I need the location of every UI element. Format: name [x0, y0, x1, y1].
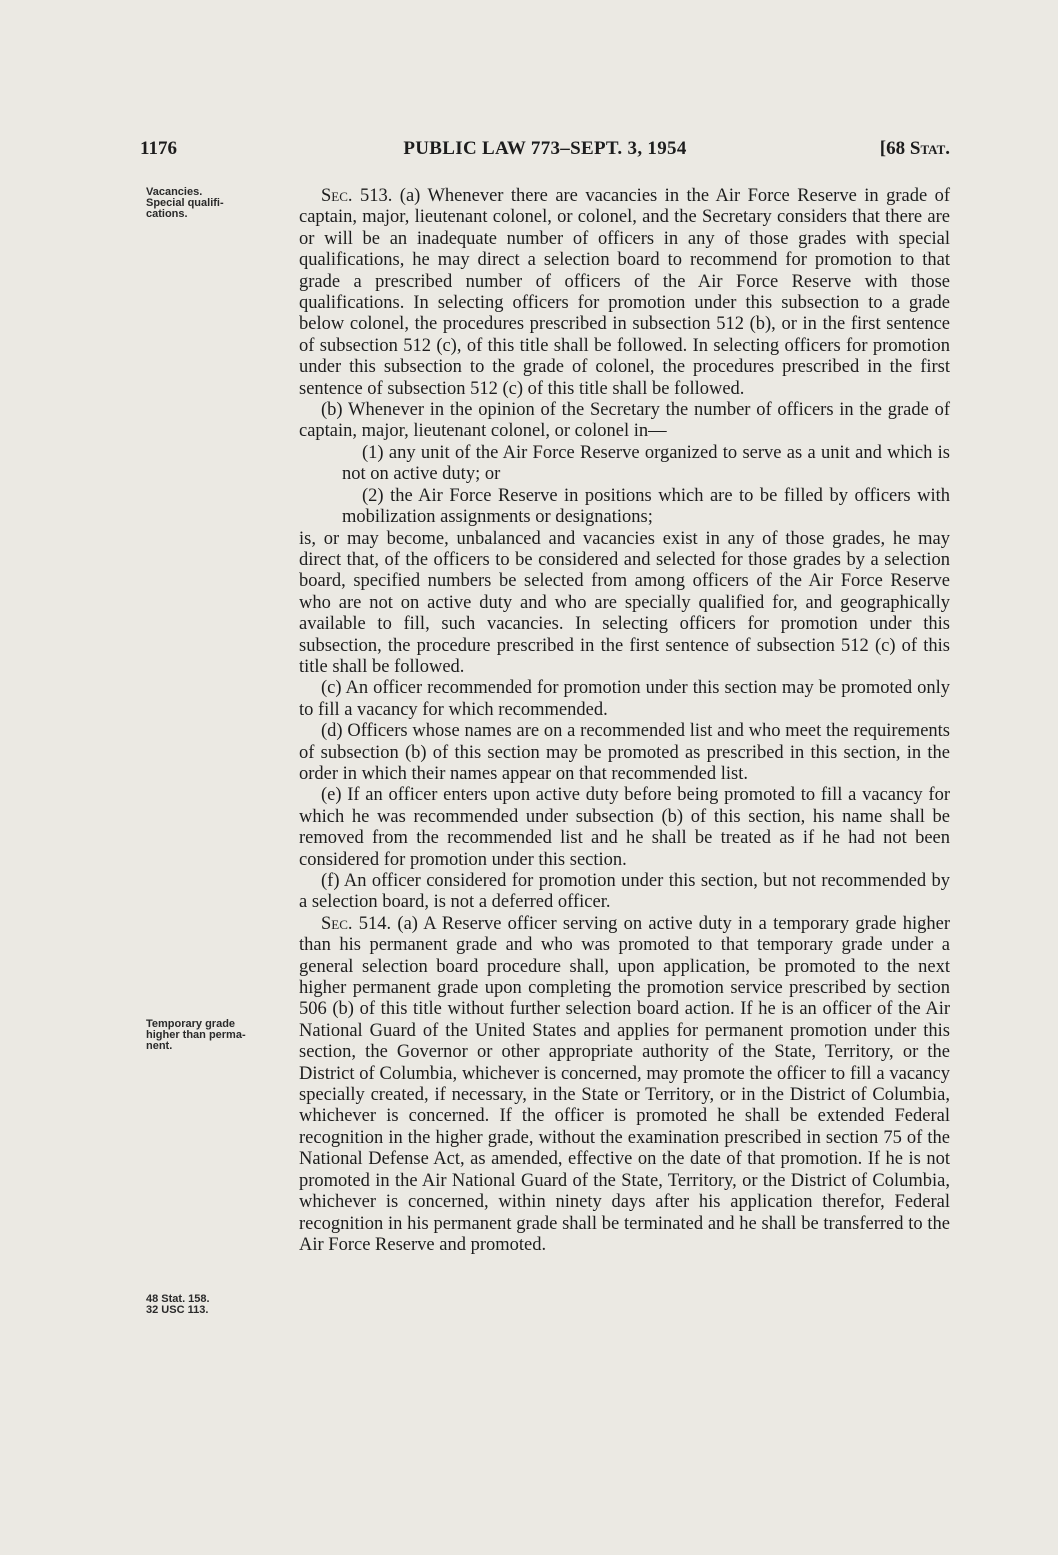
paragraph-sec-513-b-cont: is, or may become, unbalanced and vacancies exist in any of those grades, he may direct that, of the officers to be considered and selected for those grades by a selection board, specified numbers be selected from among officers of the Air Force Reserve who are not on active duty and who are specially qualified for, and geographically available to fill, such vacancies. In selecting officers for promotion under this subsection, the procedure prescribed in the first sentence of subsection 512 (c) of this title shall be followed. — [299, 528, 950, 677]
margin-note-temporary-grade: Temporary grade higher than perma- nent. — [146, 1018, 246, 1052]
page-header — [140, 138, 950, 162]
paragraph-sec-513-b: (b) Whenever in the opinion of the Secretary the number of officers in the grade of captain, major, lieutenant colonel, or colonel in— — [299, 400, 950, 442]
paragraph-sec-513-c: (c) An officer recommended for promotion under this section may be promoted only to fill a vacancy for which recommended. — [299, 678, 950, 720]
margin-note-vacancies: Vacancies. Special qualifi- cations. — [146, 186, 224, 220]
section-label: Sec. — [321, 186, 353, 206]
paragraph-sec-513-e: (e) If an officer enters upon active duty before being promoted to fill a vacancy for which he was recommended under subsection (b) of this section, his name shall be removed from the recommended list and he shall be treated as if he had not been considered for promotion under this section. — [299, 785, 950, 870]
paragraph-sec-513-b-1: (1) any unit of the Air Force Reserve organized to serve as a unit and which is not on active duty; or — [342, 442, 950, 485]
running-title: PUBLIC LAW 773–SEPT. 3, 1954 — [403, 138, 687, 159]
paragraph-sec-513-d: (d) Officers whose names are on a recommended list and who meet the requirements of subsection (b) of this section may be promoted as prescribed in this section, in the order in which their names appear on that recommended list. — [299, 721, 950, 784]
body-text — [299, 186, 950, 1256]
section-label: Sec. — [321, 913, 353, 934]
page-number: 1176 — [140, 138, 177, 159]
paragraph-sec-513-b-2: (2) the Air Force Reserve in positions which are to be filled by officers with mobilization assignments or designations; — [342, 485, 950, 528]
paragraph-sec-513-f: (f) An officer considered for promotion under this section, but not recommended by a selection board, is not a deferred officer. — [299, 871, 950, 913]
margin-note-stat-citation: 48 Stat. 158. 32 USC 113. — [146, 1293, 210, 1316]
paragraph-sec-513-a: Sec. 513. (a) Whenever there are vacancies in the Air Force Reserve in grade of captain, major, lieutenant colonel, or colonel, and the Secretary considers that there are or will be an inadequate number of officers in any of those grades with special qualifications, he may direct a selection board to recommend for promotion to that grade a prescribed number of officers of the Air Force Reserve with those qualifications. In selecting officers for promotion under this subsection to a grade below colonel, the procedures prescribed in subsection 512 (b), or in the first sentence of subsection 512 (c), of this title shall be followed. In selecting officers for promotion under this subsection to the grade of colonel, the procedures prescribed in the first sentence of subsection 512 (c) of this title shall be followed. — [299, 186, 951, 399]
statute-reference: [68 Stat. — [879, 138, 950, 159]
paragraph-sec-514-a: Sec. 514. (a) A Reserve officer serving on active duty in a temporary grade higher than his permanent grade and who was promoted to that temporary grade under a general selection board procedure shall, upon application, be promoted to the next higher permanent grade upon completing the promotion service prescribed by section 506 (b) of this title without further selection board action. If he is an officer of the Air National Guard of the United States and applies for permanent promotion under this section, the Governor or other appropriate authority of the State, Territory, or the District of Columbia, whichever is concerned, may promote the officer to fill a vacancy specially created, if necessary, in the State or Territory, or in the District of Columbia, whichever is concerned. If the officer is promoted he shall be extended Federal recognition in the higher grade, without the examination prescribed in section 75 of the National Defense Act, as amended, effective on the date of that promotion. If he is not promoted in the Air National Guard of the State, Territory, or the District of Columbia, whichever is concerned, within ninety days after his application therefor, Federal recognition in his permanent grade shall be terminated and he shall be transferred to the Air Force Reserve and promoted. — [299, 913, 950, 1255]
